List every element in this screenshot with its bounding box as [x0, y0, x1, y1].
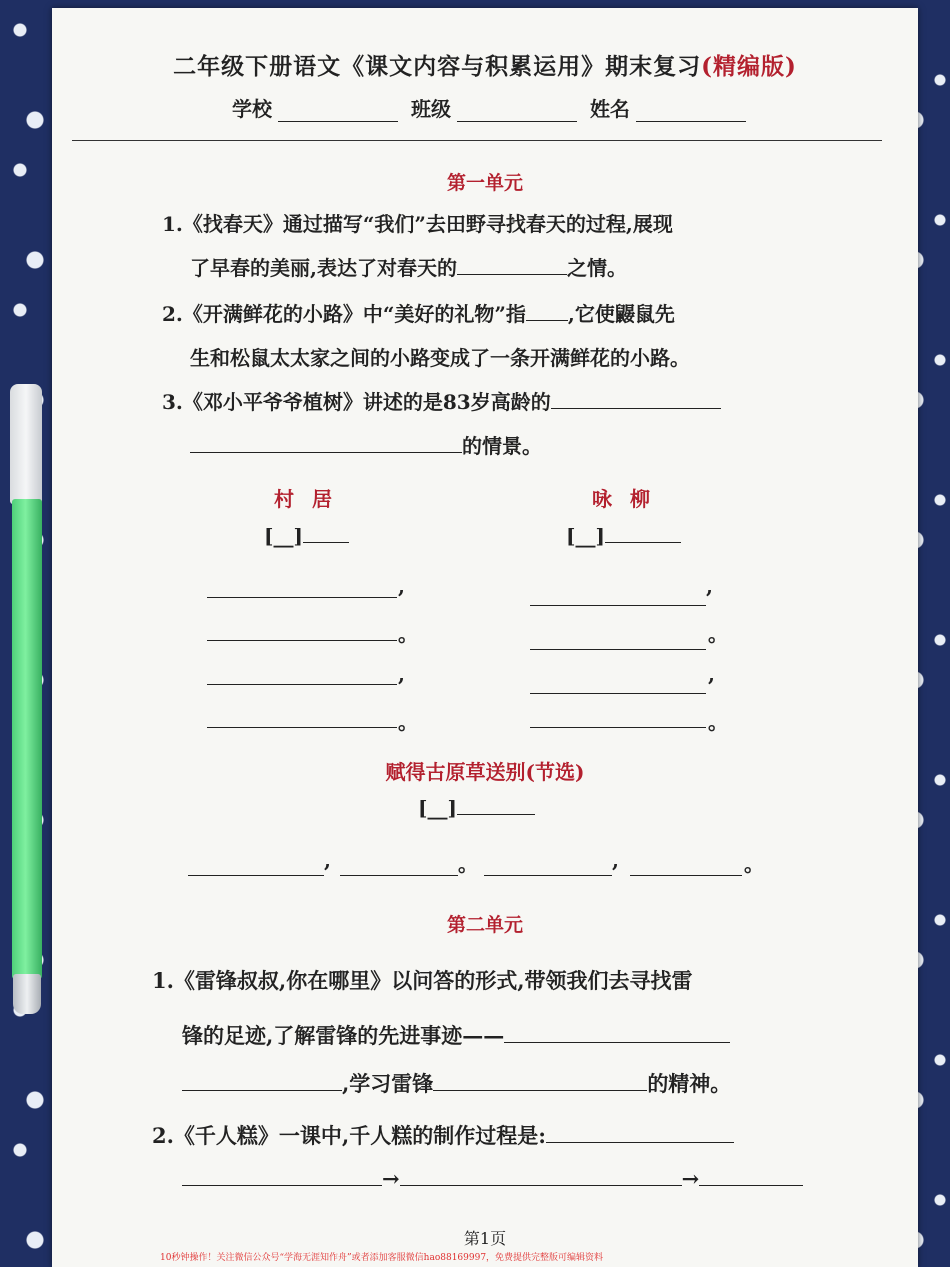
unit2-q2-blank3[interactable] [400, 1184, 682, 1186]
page-title [52, 48, 918, 81]
school-field[interactable] [278, 103, 398, 122]
unit2-q2-text: 2.《千人糕》一课中,千人糕的制作过程是: [152, 1123, 546, 1148]
unit2-q1-line3 [182, 1068, 731, 1098]
punct: 。 [398, 622, 418, 646]
author-blank[interactable] [303, 541, 349, 543]
unit2-q1-blank3[interactable] [433, 1089, 647, 1091]
punct: 。 [458, 852, 478, 876]
unit1-q3-blank1[interactable] [551, 407, 721, 409]
unit2-heading: 第二单元 [446, 914, 523, 936]
poem-yongliu-line1[interactable] [530, 604, 706, 606]
name-label: 姓名 [589, 97, 630, 121]
punct: 。 [708, 622, 728, 646]
punct: 。 [398, 710, 418, 734]
unit1-q2-mid: ,它使鼹鼠先 [567, 302, 675, 326]
unit1-q2-text: 2.《开满鲜花的小路》中“美好的礼物”指 [162, 302, 526, 326]
student-info [232, 93, 752, 122]
punct: , [398, 662, 405, 686]
poem-fude-line1[interactable] [188, 874, 324, 876]
unit2-q2-blank2[interactable] [182, 1184, 382, 1186]
punct: , [398, 574, 405, 598]
punct: 。 [708, 710, 728, 734]
green-pen [5, 384, 47, 1014]
unit1-q2-line2: 生和松鼠太太家之间的小路变成了一条开满鲜花的小路。 [190, 346, 690, 370]
class-label: 班级 [410, 97, 451, 121]
unit2-q1-end: 的精神。 [647, 1071, 732, 1096]
punct: , [708, 662, 715, 686]
title-main: 二年级下册语文《课文内容与积累运用》期末复习 [173, 53, 702, 80]
arrow: → [681, 1166, 700, 1191]
dynasty-bracket: [__] [264, 524, 303, 548]
unit1-q1-line1: 1.《找春天》通过描写“我们”去田野寻找春天的过程,展现 [162, 212, 673, 236]
poem-yongliu-title: 咏柳 [592, 487, 668, 511]
unit2-q1-line1: 1.《雷锋叔叔,你在哪里》以问答的形式,带领我们去寻找雷 [152, 968, 693, 993]
unit2-q2-blank4[interactable] [699, 1184, 803, 1186]
poem-cunju-line3[interactable] [207, 683, 397, 685]
pen-barrel [12, 499, 42, 979]
unit2-q2-blank1[interactable] [546, 1141, 734, 1143]
author-blank[interactable] [457, 813, 535, 815]
poem-yongliu-dynasty [566, 524, 681, 548]
unit2-q1-text: 锋的足迹,了解雷锋的先进事迹—— [182, 1023, 505, 1048]
unit2-q1-line2 [182, 1020, 730, 1050]
punct: , [612, 848, 619, 872]
watermark-text: 10秒钟操作！关注微信公众号“学海无涯知作舟”或者添加客服微信hao88169997，免费提供完整版可编辑资料 [160, 1253, 604, 1263]
unit2-q1-blank2[interactable] [182, 1089, 342, 1091]
unit1-heading: 第一单元 [446, 172, 523, 194]
unit1-q1-blank[interactable] [457, 273, 567, 275]
unit1-q3-line2 [190, 430, 542, 459]
title-tag: (精编版) [701, 53, 797, 80]
poem-fude-line3[interactable] [484, 874, 612, 876]
punct: , [706, 574, 713, 598]
poem-cunju-title: 村居 [274, 487, 350, 511]
poem-yongliu-line4[interactable] [530, 726, 706, 728]
header-divider [72, 140, 882, 141]
poem-yongliu-line3[interactable] [530, 692, 706, 694]
dynasty-bracket: [__] [418, 796, 457, 820]
unit1-q3-text: 3.《邓小平爷爷植树》讲述的是83岁高龄的 [162, 390, 551, 414]
poem-cunju-dynasty [264, 524, 349, 548]
page-number: 第1页 [463, 1229, 507, 1248]
unit1-q1-text: 了早春的美丽,表达了对春天的 [190, 256, 457, 280]
name-field[interactable] [636, 103, 746, 122]
poem-cunju-line2[interactable] [207, 639, 397, 641]
poem-yongliu-line2[interactable] [530, 648, 706, 650]
poem-fude-line2[interactable] [340, 874, 458, 876]
unit1-q2-line1 [162, 298, 675, 327]
unit2-q1-mid: ,学习雷锋 [342, 1071, 434, 1096]
unit1-q3-blank2[interactable] [190, 451, 462, 453]
poem-fude-title: 赋得古原草送别(节选) [385, 760, 585, 784]
unit1-q1-line2 [190, 252, 627, 281]
unit1-q1-end: 之情。 [566, 256, 627, 280]
poem-fude-dynasty [418, 796, 535, 820]
unit1-q3-end: 的情景。 [462, 434, 542, 458]
poem-fude-line4[interactable] [630, 874, 742, 876]
unit1-q3-line1 [162, 386, 721, 415]
unit2-q2-line1 [152, 1120, 734, 1150]
pen-cap [10, 384, 42, 504]
worksheet-page [52, 8, 918, 1267]
punct: 。 [744, 852, 764, 876]
arrow: → [382, 1166, 400, 1191]
class-field[interactable] [457, 103, 577, 122]
author-blank[interactable] [605, 541, 681, 543]
unit2-q2-line2 [182, 1166, 803, 1191]
pen-end [13, 974, 41, 1014]
dynasty-bracket: [__] [566, 524, 605, 548]
poem-cunju-line4[interactable] [207, 726, 397, 728]
unit1-q2-blank[interactable] [526, 319, 568, 321]
punct: , [324, 848, 331, 872]
poem-cunju-line1[interactable] [207, 596, 397, 598]
school-label: 学校 [232, 97, 272, 121]
unit2-q1-blank1[interactable] [504, 1041, 730, 1043]
